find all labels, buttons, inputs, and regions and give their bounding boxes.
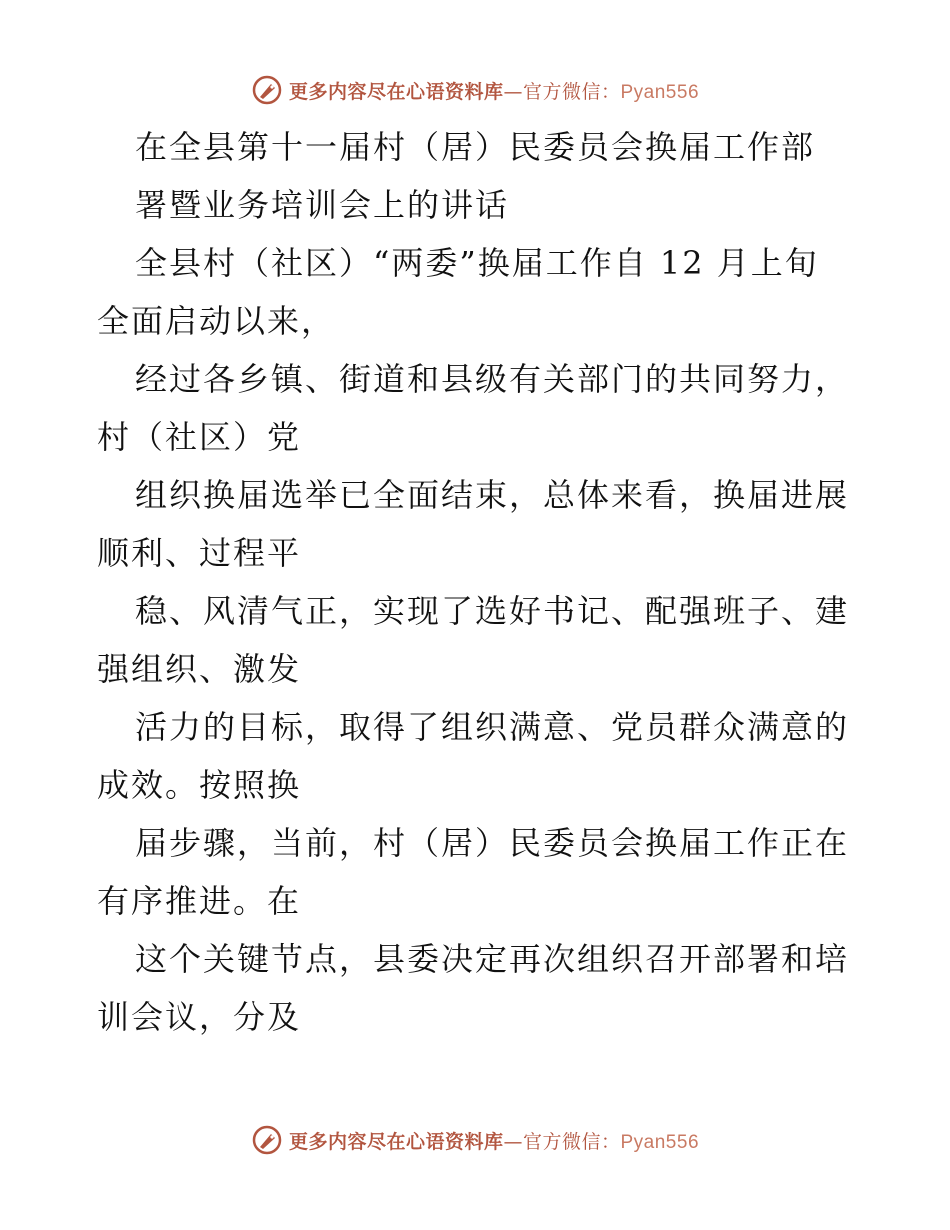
paragraph-line: 稳、风清气正，实现了选好书记、配强班子、建 [135,592,850,630]
header-watermark [0,70,950,110]
paragraph-line: 强组织、激发 [97,650,302,688]
pen-nib-logo-icon [251,1124,283,1156]
watermark-text: 更多内容尽在心语资料库—官方微信：Pyan556 [288,1130,700,1153]
title-line-2: 署暨业务培训会上的讲话 [135,186,510,224]
paragraph-line: 有序推进。在 [97,882,302,920]
paragraph-line: 这个关键节点，县委决定再次组织召开部署和培 [135,940,850,978]
paragraph-line: 活力的目标，取得了组织满意、党员群众满意的 [135,708,850,746]
footer-watermark [0,1120,950,1160]
paragraph-line: 经过各乡镇、街道和县级有关部门的共同努力， [135,360,850,398]
paragraph-line: 届步骤，当前，村（居）民委员会换届工作正在 [135,824,850,862]
paragraph-line: 全面启动以来， [97,302,336,340]
document-body [97,118,857,1046]
paragraph-line: 村（社区）党 [97,418,302,456]
paragraph-line: 顺利、过程平 [97,534,302,572]
paragraph-line: 组织换届选举已全面结束，总体来看，换届进展 [135,476,850,514]
paragraph-line: 训会议，分及 [97,998,302,1036]
watermark-text: 更多内容尽在心语资料库—官方微信：Pyan556 [288,80,700,103]
paragraph-line: 成效。按照换 [97,766,302,804]
paragraph-line: 全县村（社区）“两委”换届工作自 12 月上旬 [135,244,819,282]
title-line-1: 在全县第十一届村（居）民委员会换届工作部 [135,128,816,166]
pen-nib-logo-icon [251,74,283,106]
